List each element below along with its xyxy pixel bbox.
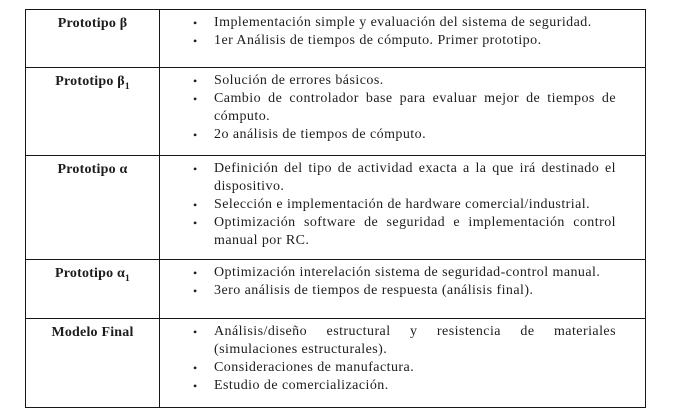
bullet-text: Solución de errores básicos.: [214, 73, 384, 88]
bullet-text: 3ero análisis de tiempos de respuesta (análisis final).: [214, 283, 534, 298]
phase-label-text: Prototipo α: [57, 162, 128, 177]
bullet-icon: •: [193, 266, 198, 280]
bullet-text: 1er Análisis de tiempos de cómputo. Primer prototipo.: [214, 33, 542, 48]
bullet-icon: •: [193, 128, 198, 142]
phase-label-subscript: 1: [124, 81, 130, 92]
list-item: [160, 359, 616, 377]
list-item: [160, 214, 616, 250]
phase-table: [25, 9, 646, 408]
phase-label-subscript: 1: [125, 273, 130, 284]
list-item: [160, 160, 616, 196]
phase-label: [26, 10, 160, 68]
phase-label-text: Prototipo β: [55, 74, 125, 89]
list-item: [160, 323, 616, 359]
list-item: [160, 32, 616, 50]
bullet-icon: •: [193, 198, 198, 212]
list-item: [160, 196, 616, 214]
phase-details: [160, 68, 646, 156]
list-item: [160, 126, 616, 144]
bullet-text: Optimización interelación sistema de seguridad-control manual.: [214, 265, 601, 280]
bullet-text: Consideraciones de manufactura.: [214, 360, 415, 375]
phase-details: [160, 319, 646, 408]
list-item: [160, 90, 616, 126]
bullet-icon: •: [193, 284, 198, 298]
list-item: [160, 14, 616, 32]
phase-details: [160, 260, 646, 319]
phase-details: [160, 10, 646, 68]
bullet-icon: •: [193, 325, 198, 339]
phase-label: [26, 156, 160, 260]
phase-label: [26, 260, 160, 319]
bullet-text: Optimización software de seguridad e implementación control manual por RC.: [214, 215, 616, 248]
row-prototipo-beta: [26, 10, 646, 68]
list-item: [160, 72, 616, 90]
bullet-icon: •: [193, 379, 198, 393]
bullet-text: Selección e implementación de hardware comercial/industrial.: [214, 197, 591, 212]
bullet-text: Análisis/diseño estructural y resistencia de materiales (simulaciones estructurales).: [214, 324, 616, 357]
phase-label: [26, 68, 160, 156]
bullet-text: 2o análisis de tiempos de cómputo.: [214, 127, 427, 142]
bullet-text: Implementación simple y evaluación del sistema de seguridad.: [214, 15, 592, 30]
list-item: [160, 264, 616, 282]
bullet-icon: •: [193, 92, 198, 106]
bullet-list: [160, 14, 616, 50]
bullet-icon: •: [193, 74, 198, 88]
bullet-icon: •: [193, 216, 198, 230]
row-prototipo-beta1: [26, 68, 646, 156]
phase-details: [160, 156, 646, 260]
bullet-icon: •: [193, 162, 198, 176]
bullet-icon: •: [193, 16, 198, 30]
phase-label-text: Prototipo α: [55, 266, 126, 281]
list-item: [160, 282, 616, 300]
bullet-list: [160, 264, 616, 300]
phase-label-text: Modelo Final: [51, 325, 134, 340]
row-prototipo-alpha: [26, 156, 646, 260]
row-prototipo-alpha1: [26, 260, 646, 319]
list-item: [160, 377, 616, 395]
bullet-text: Cambio de controlador base para evaluar mejor de tiempos de cómputo.: [214, 91, 616, 124]
bullet-list: [160, 323, 616, 395]
bullet-icon: •: [193, 34, 198, 48]
bullet-list: [160, 72, 616, 144]
row-modelo-final: [26, 319, 646, 408]
phase-label: [26, 319, 160, 408]
phase-label-text: Prototipo β: [57, 16, 128, 31]
bullet-text: Estudio de comercialización.: [214, 378, 389, 393]
bullet-text: Definición del tipo de actividad exacta a la que irá destinado el dispositivo.: [214, 161, 616, 194]
bullet-icon: •: [193, 361, 198, 375]
bullet-list: [160, 160, 616, 250]
